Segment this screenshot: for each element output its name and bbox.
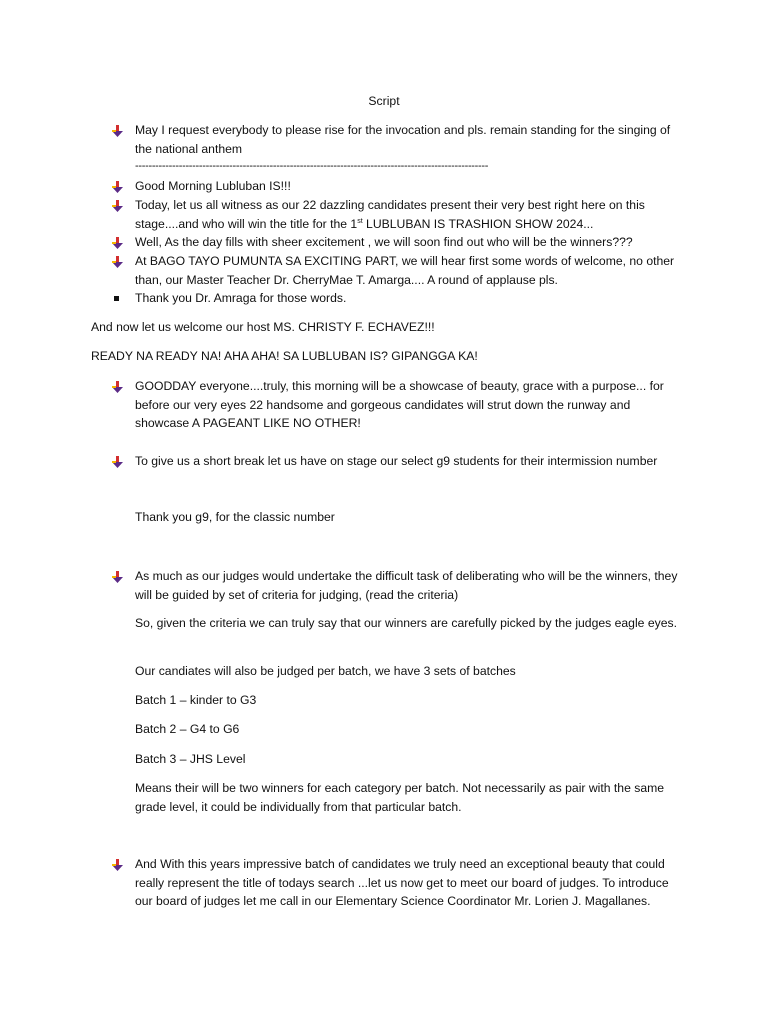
batch-1-line: Batch 1 – kinder to G3 (135, 693, 257, 707)
separator-line: --------------------------------------------------------------------------------------------------------- (135, 160, 489, 172)
arrow-down-bullet-icon (111, 455, 125, 469)
thanks-amarga-line: Thank you Dr. Amraga for those words. (135, 291, 347, 305)
judges-line: As much as our judges would undertake the difficult task of deliberating who will be the winners, they will be guided by set of criteria for judging, (read the criteria) (135, 569, 678, 602)
board-line: And With this years impressive batch of candidates we truly need an exceptional beauty that could really represent the title of todays search ...let us now get to meet our board of judges. To introduce our board of judges let me call in our Elementary Science Coordinator Mr. Lorien J. Magallanes. (135, 857, 669, 909)
criteria-line: So, given the criteria we can truly say that our winners are carefully picked by the judges eagle eyes. (135, 616, 677, 630)
intermission-line: To give us a short break let us have on stage our select g9 students for their intermission number (135, 454, 658, 468)
arrow-down-bullet-icon (111, 858, 125, 872)
square-bullet-icon (114, 296, 119, 301)
goodday-line: GOODDAY everyone....truly, this morning will be a showcase of beauty, grace with a purpose... for before our very eyes 22 handsome and gorgeous candidates will strut down the runway and showcase A PAGEANT LIKE NO OTHER! (135, 379, 664, 431)
arrow-down-bullet-icon (111, 236, 125, 250)
arrow-down-bullet-icon (111, 180, 125, 194)
arrow-down-bullet-icon (111, 124, 125, 138)
arrow-down-bullet-icon (111, 380, 125, 394)
witness-line: Today, let us all witness as our 22 dazzling candidates present their very best right here on this stage....and who will win the title for the 1st LUBLUBAN IS TRASHION SHOW 2024... (135, 198, 645, 231)
arrow-down-bullet-icon (111, 255, 125, 269)
batches-intro-line: Our candiates will also be judged per batch, we have 3 sets of batches (135, 664, 516, 678)
means-line: Means their will be two winners for each category per batch. Not necessarily as pair with the same grade level, it could be individually from that particular batch. (135, 781, 665, 814)
batch-3-line: Batch 3 – JHS Level (135, 752, 246, 766)
thanks-g9-line: Thank you g9, for the classic number (135, 510, 335, 524)
arrow-down-bullet-icon (111, 199, 125, 213)
host-intro-line: And now let us welcome our host MS. CHRISTY F. ECHAVEZ!!! (91, 320, 435, 334)
greeting-line: Good Morning Lubluban IS!!! (135, 179, 291, 193)
excitement-line: Well, As the day fills with sheer excitement , we will soon find out who will be the winners??? (135, 235, 633, 249)
arrow-down-bullet-icon (111, 570, 125, 584)
batch-2-line: Batch 2 – G4 to G6 (135, 722, 240, 736)
welcome-line: At BAGO TAYO PUMUNTA SA EXCITING PART, we will hear first some words of welcome, no other than, our Master Teacher Dr. CherryMae T. Amarga.... A round of applause pls. (135, 254, 675, 287)
script-title: Script (368, 94, 400, 108)
invocation-line: May I request everybody to please rise for the invocation and pls. remain standing for the singing of the national anthem (135, 123, 671, 156)
ready-line: READY NA READY NA! AHA AHA! SA LUBLUBAN IS? GIPANGGA KA! (91, 349, 478, 363)
